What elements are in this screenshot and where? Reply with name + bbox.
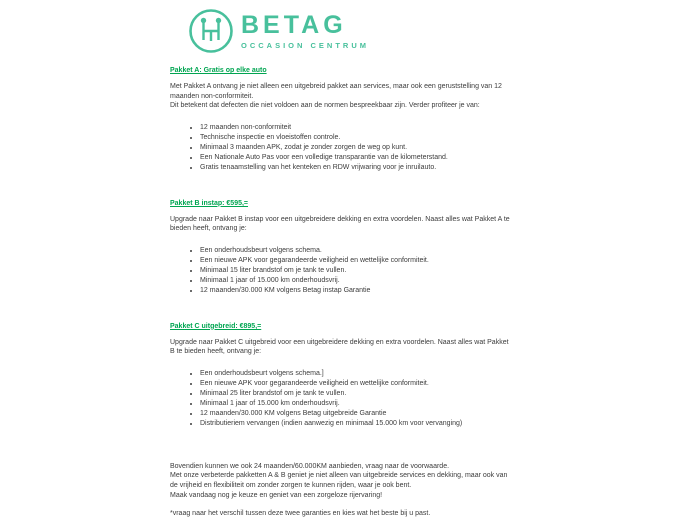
paragraph: Met onze verbeterde pakketten A & B geniet je niet alleen van uitgebreide services en dekking, maar ook van de vrijheid en flexibiliteit om zonder zorgen te kunnen rijden, waar je ook bent. bbox=[170, 472, 508, 489]
section-heading-pakket-a: Pakket A: Gratis op elke auto bbox=[170, 67, 267, 74]
bullet-item: • 12 maanden/30.000 KM volgens Betag uitgebreide Garantie bbox=[200, 409, 512, 419]
bullet-list bbox=[170, 369, 512, 429]
section-pakket-b bbox=[170, 200, 512, 296]
paragraph: Maak vandaag nog je keuze en geniet van een zorgeloze rijervaring! bbox=[170, 491, 383, 499]
paragraph: Met Pakket A ontvang je niet alleen een uitgebreid pakket aan services, maar ook een geruststelling van 12 maanden non-conformiteit. bbox=[170, 83, 502, 100]
logo-title: BETAG bbox=[241, 10, 347, 39]
bullet-item: • Minimaal 15 liter brandstof om je tank te vullen. bbox=[200, 266, 512, 276]
section-heading-pakket-c: Pakket C uitgebreid: €895,= bbox=[170, 322, 262, 330]
bullet-item: • Minimaal 25 liter brandstof om je tank te vullen. bbox=[200, 389, 512, 399]
bullet-item: • Gratis tenaamstelling van het kenteken en RDW vrijwaring voor je inruilauto. bbox=[200, 163, 512, 173]
bullet-item: • Minimaal 1 jaar of 15.000 km onderhoudsvrij. bbox=[200, 276, 512, 286]
gear-shift-icon bbox=[188, 8, 234, 54]
bullet-item: • Een nieuwe APK voor gegarandeerde veiligheid en wettelijke conformiteit. bbox=[200, 256, 512, 266]
logo-text bbox=[241, 10, 369, 50]
bullet-item: • Een onderhoudsbeurt volgens schema.] bbox=[200, 369, 512, 379]
section-heading-pakket-b: Pakket B instap: €595,= bbox=[170, 199, 249, 207]
paragraph: Upgrade naar Pakket B instap voor een uitgebreidere dekking en extra voordelen. Naast alles wat Pakket A te bieden heeft, ontvang je: bbox=[170, 215, 510, 233]
section-pakket-a bbox=[170, 67, 512, 173]
logo-subtitle: OCCASION CENTRUM bbox=[241, 40, 369, 50]
section-pakket-c bbox=[170, 323, 512, 429]
bullet-item: • 12 maanden/30.000 KM volgens Betag instap Garantie bbox=[200, 286, 512, 296]
betag-logo bbox=[188, 8, 512, 54]
bullet-item: • Technische inspectie en vloeistoffen controle. bbox=[200, 133, 512, 143]
bullet-item: • Een onderhoudsbeurt volgens schema. bbox=[200, 246, 512, 256]
bullet-item: • Een Nationale Auto Pas voor een volledige transparantie van de kilometerstand. bbox=[200, 153, 512, 163]
bullet-list bbox=[170, 246, 512, 296]
document-content bbox=[170, 8, 512, 519]
paragraph: Dit betekent dat defecten die niet voldoen aan de normen bespreekbaar zijn. Verder profiteer je van: bbox=[170, 102, 480, 110]
bullet-item: • Distributieriem vervangen (indien aanwezig en minimaal 15.000 km voor vervanging) bbox=[200, 419, 512, 429]
bullet-item: • 12 maanden non-conformiteit bbox=[200, 123, 512, 133]
closing-text bbox=[170, 462, 512, 519]
bullet-list bbox=[170, 123, 512, 173]
paragraph: Bovendien kunnen we ook 24 maanden/60.000KM aanbieden, vraag naar de voorwaarde. bbox=[170, 462, 450, 470]
bullet-item: • Minimaal 3 maanden APK, zodat je zonder zorgen de weg op kunt. bbox=[200, 143, 512, 153]
bullet-item: • Minimaal 1 jaar of 15.000 km onderhoudsvrij. bbox=[200, 399, 512, 409]
paragraph: Upgrade naar Pakket C uitgebreid voor een uitgebreidere dekking en extra voordelen. Naast alles wat Pakket B te bieden heeft, ontvang je: bbox=[170, 338, 509, 356]
bullet-item: • Een nieuwe APK voor gegarandeerde veiligheid en wettelijke conformiteit. bbox=[200, 379, 512, 389]
footnote: *vraag naar het verschil tussen deze twee garanties en kies wat het beste bij u past. bbox=[170, 510, 431, 518]
